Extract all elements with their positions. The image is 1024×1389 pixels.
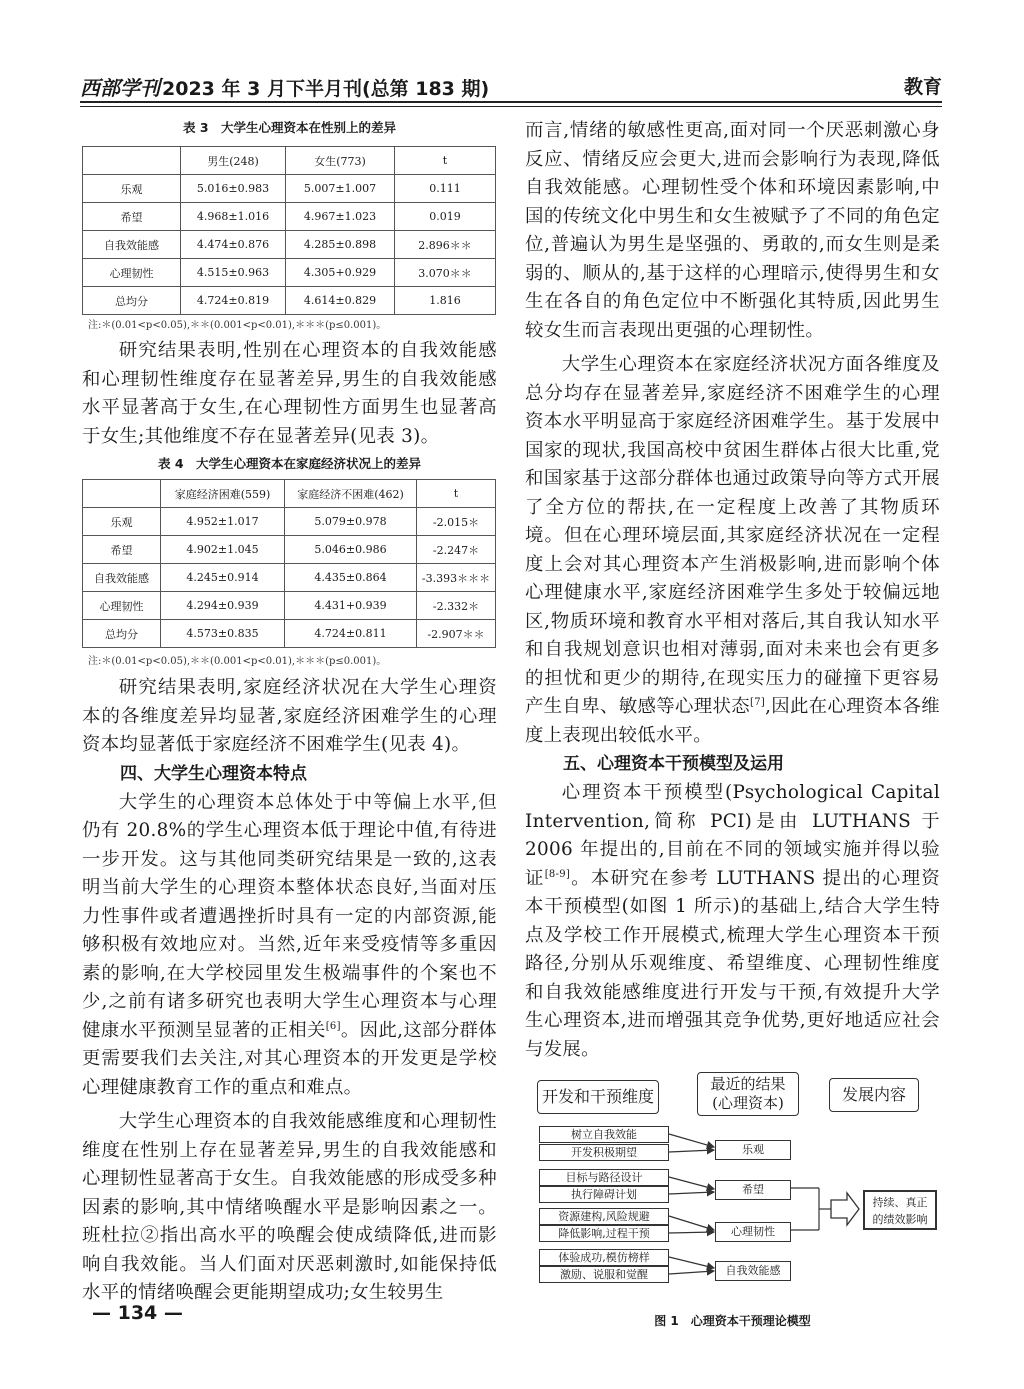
fig-result-line1: 持续、真正 — [872, 1196, 928, 1209]
table-row — [83, 287, 496, 315]
left-column — [82, 110, 497, 1308]
table-cell: 4.294±0.939 — [161, 592, 285, 620]
section4-heading: 四、大学生心理资本特点 — [120, 763, 307, 784]
arrow-line — [669, 1134, 714, 1147]
table4-note: 注:＊(0.01<p<0.05),＊＊(0.001<p<0.01),＊＊＊(p≤0.001)。 — [88, 656, 387, 667]
table-cell: 1.816 — [395, 287, 496, 315]
citation-ref: [6] — [325, 1020, 341, 1032]
paragraph-econ-result: 研究结果表明,家庭经济状况在大学生心理资本的各维度差异均显著,家庭经济困难学生的心理资本均显著低于家庭经济不困难学生(见表 4)。 — [82, 677, 497, 755]
arrow-line — [669, 1216, 714, 1230]
issue-label: 2023 年 3 月下半月刊(总第 183 期) — [162, 78, 490, 100]
table4-caption: 表 4 大学生心理资本在家庭经济状况上的差异 — [157, 456, 422, 471]
fig-item-box — [539, 1186, 669, 1203]
table-cell: 5.007±1.007 — [286, 175, 395, 203]
fig-outcome-box — [715, 1180, 791, 1200]
table-cell: 0.019 — [395, 203, 496, 231]
table-row — [83, 620, 496, 648]
fig-outcome-box — [715, 1222, 791, 1242]
fig-head-outcome-line1: 最近的结果 — [710, 1075, 786, 1093]
table-cell: 3.070＊＊ — [395, 259, 496, 287]
table-header-cell — [83, 480, 161, 508]
fig-outcome-text: 乐观 — [742, 1143, 764, 1156]
table-cell: 4.245±0.914 — [161, 564, 285, 592]
fig-item-text: 降低影响,过程干预 — [558, 1227, 650, 1240]
page-number: — 134 — — [92, 1302, 183, 1324]
table-cell: 4.573±0.835 — [161, 620, 285, 648]
fig-head-outcome — [697, 1072, 799, 1116]
fig-outcome-box — [715, 1261, 791, 1281]
table-cell: 4.724±0.811 — [285, 620, 417, 648]
table-cell: -2.332＊ — [417, 592, 496, 620]
table-row — [83, 508, 496, 536]
table-cell: 4.474±0.876 — [181, 231, 286, 259]
journal-logo: 西部学刊 — [80, 76, 160, 100]
table3-caption: 表 3 大学生心理资本在性别上的差异 — [182, 120, 397, 135]
table-cell: -2.907＊＊ — [417, 620, 496, 648]
table-cell: 总均分 — [83, 620, 161, 648]
table-header-cell — [83, 147, 181, 175]
table-cell: 自我效能感 — [83, 231, 181, 259]
table-cell: -2.247＊ — [417, 536, 496, 564]
arrow-line — [669, 1271, 714, 1274]
table-header-cell: 家庭经济困难(559) — [161, 480, 285, 508]
arrow-line — [669, 1150, 714, 1152]
table-cell: 希望 — [83, 203, 181, 231]
citation-ref: [8-9] — [544, 868, 571, 880]
table-cell: 总均分 — [83, 287, 181, 315]
arrow-line — [669, 1257, 714, 1268]
table-row — [83, 536, 496, 564]
table-cell: 5.079±0.978 — [285, 508, 417, 536]
table-cell: 4.967±1.023 — [286, 203, 395, 231]
header-rule-thin — [80, 106, 942, 107]
table-cell: 4.968±1.016 — [181, 203, 286, 231]
table-header-cell: t — [395, 147, 496, 175]
table-cell: 希望 — [83, 536, 161, 564]
table-cell: 4.435±0.864 — [285, 564, 417, 592]
table-header-cell: 男生(248) — [181, 147, 286, 175]
table-header-cell: 女生(773) — [286, 147, 395, 175]
section5-heading: 五、心理资本干预模型及运用 — [563, 754, 784, 774]
paragraph-r2-tail: ,因此在心理资本各维度上表现出较低水平。 — [525, 696, 940, 746]
fig-result-box — [863, 1190, 937, 1230]
fig-head-development — [829, 1078, 919, 1112]
paragraph-s4-1 — [82, 789, 497, 1103]
big-arrow-shape — [831, 1193, 859, 1225]
fig-item-box — [539, 1249, 669, 1266]
table-header-row — [83, 480, 496, 508]
table-row — [83, 259, 496, 287]
table-header-cell: 家庭经济不困难(462) — [285, 480, 417, 508]
table-cell: -2.015＊ — [417, 508, 496, 536]
fig-head-dimensions — [537, 1080, 659, 1114]
table3 — [82, 146, 496, 315]
paragraph-s4-1-text: 大学生的心理资本总体处于中等偏上水平,但仍有 20.8%的学生心理资本低于理论中值,有待进一步开发。这与其他同类研究结果是一致的,这表明当前大学生的心理资本整体状态良好,当面对压力性事件或者遭遇挫折时具有一定的内部资源,能够积极有效地应对。当然,近年来受疫情等多重因素的影响,在大学校园里发生极端事件的个案也不少,之前有诸多研究也表明大学生心理资本与心理健康水平预测呈显著的正相关 — [82, 791, 497, 1041]
fig-item-box — [539, 1225, 669, 1242]
table-cell: -3.393＊＊＊ — [417, 564, 496, 592]
table-row — [83, 564, 496, 592]
arrow-line — [669, 1192, 714, 1194]
table3-note: 注:＊(0.01<p<0.05),＊＊(0.001<p<0.01),＊＊＊(p≤0.001)。 — [88, 320, 387, 331]
fig-head-outcome-line2: (心理资本) — [712, 1094, 784, 1112]
fig-outcome-text: 自我效能感 — [725, 1264, 781, 1277]
table-cell: 5.016±0.983 — [181, 175, 286, 203]
paragraph-gender-result: 研究结果表明,性别在心理资本的自我效能感和心理韧性维度存在显著差异,男生的自我效能感水平显著高于女生,在心理韧性方面男生也显著高于女生;其他维度不存在显著差异(见表 3)。 — [82, 340, 497, 447]
table-row — [83, 231, 496, 259]
fig-item-text: 体验成功,模仿榜样 — [558, 1251, 650, 1264]
paragraph-r2-text: 大学生心理资本在家庭经济状况方面各维度及总分均存在显著差异,家庭经济不困难学生的心理资本水平明显高于家庭经济困难学生。基于发展中国家的现状,我国高校中贫困生群体占很大比重,党和国家基于这部分群体也通过政策导向等方式开展了全方位的帮扶,在一定程度上改善了其物质环境。但在心理环境层面,其家庭经济状况在一定程度上会对其心理资本产生消极影响,进而影响个体心理健康水平,家庭经济困难学生多处于较偏远地区,物质环境和教育水平相对落后,其自我认知水平和自我规划意识也相对薄弱,面对未来也会有更多的担忧和更少的期待,在现实压力的碰撞下更容易产生自卑、敏感等心理状态 — [525, 354, 940, 717]
fig-item-text: 目标与路径设计 — [565, 1171, 643, 1184]
figure1-caption: 图 1 心理资本干预理论模型 — [654, 1314, 811, 1328]
table-header-cell: t — [417, 480, 496, 508]
fig-item-text: 开发积极期望 — [571, 1146, 637, 1159]
table-cell: 心理韧性 — [83, 592, 161, 620]
table-row — [83, 175, 496, 203]
table-cell: 4.724±0.819 — [181, 287, 286, 315]
paragraph-r3-tail: 。本研究在参考 LUTHANS 提出的心理资本干预模型(如图 1 所示)的基础上,结合大学生特点及学校工作开展模式,梳理大学生心理资本干预路径,分别从乐观维度、希望维度、心理韧性维度和自我效能感维度进行开发与干预,有效提升大学生心理资本,进而增强其竞争优势,更好地适应社会与发展。 — [525, 867, 940, 1060]
arrow-line — [669, 1232, 714, 1233]
header-left — [80, 72, 489, 101]
paragraph-r3-text: 心理资本干预模型(Psychological Capital Intervention,简称 PCI)是由 LUTHANS 于 2006 年提出的,目前在不同的领域实施并得以验证 — [525, 782, 940, 889]
paragraph-r2 — [525, 351, 940, 750]
table-cell: 乐观 — [83, 508, 161, 536]
fig-item-box — [539, 1266, 669, 1283]
table-cell: 4.614±0.829 — [286, 287, 395, 315]
table-header-row — [83, 147, 496, 175]
fig-item-box — [539, 1126, 669, 1143]
paragraph-s4-1-tail: 。因此,这部分群体更需要我们去关注,对其心理资本的开发更是学校心理健康教育工作的重点和难点。 — [82, 1019, 498, 1098]
citation-ref: [7] — [750, 696, 766, 708]
fig-head-development-text: 发展内容 — [841, 1085, 906, 1104]
table-cell: 4.515±0.963 — [181, 259, 286, 287]
table-cell: 2.896＊＊ — [395, 231, 496, 259]
arrow-line — [669, 1177, 714, 1189]
figure1-diagram — [529, 1072, 939, 1312]
fig-outcome-box — [715, 1140, 791, 1160]
table-cell: 4.902±1.045 — [161, 536, 285, 564]
table4 — [82, 479, 496, 648]
table-cell: 自我效能感 — [83, 564, 161, 592]
fig-item-box — [539, 1208, 669, 1225]
fig-item-box — [539, 1169, 669, 1186]
paragraph-r1: 而言,情绪的敏感性更高,面对同一个厌恶刺激心身反应、情绪反应会更大,进而会影响行为表现,降低自我效能感。心理韧性受个体和环境因素影响,中国的传统文化中男生和女生被赋予了不同的角色定位,普遍认为男生是坚强的、勇敢的,而女生则是柔弱的、顺从的,基于这样的心理暗示,使得男生和女生在各自的角色定位中不断强化其特质,因此男生较女生而言表现出更强的心理韧性。 — [525, 120, 940, 341]
fig-result-line2: 的绩效影响 — [872, 1213, 928, 1226]
table-cell: 4.431+0.939 — [285, 592, 417, 620]
table-cell: 0.111 — [395, 175, 496, 203]
table-cell: 4.952±1.017 — [161, 508, 285, 536]
table-cell: 乐观 — [83, 175, 181, 203]
fig-head-dimensions-text: 开发和干预维度 — [541, 1087, 654, 1106]
fig-item-text: 树立自我效能 — [571, 1128, 637, 1141]
fig-item-box — [539, 1144, 669, 1161]
fig-item-text: 激励、说服和觉醒 — [560, 1268, 648, 1281]
running-header — [80, 70, 942, 100]
table-cell: 4.305+0.929 — [286, 259, 395, 287]
table-cell: 4.285±0.898 — [286, 231, 395, 259]
header-rule-thick — [80, 101, 942, 103]
fig-item-text: 执行障碍计划 — [571, 1188, 637, 1201]
paragraph-r3 — [525, 779, 940, 1064]
fig-item-text: 资源建构,风险规避 — [558, 1210, 650, 1223]
right-column — [525, 117, 940, 1329]
fig-outcome-text: 心理韧性 — [731, 1225, 775, 1238]
paragraph-s4-2: 大学生心理资本的自我效能感维度和心理韧性维度在性别上存在显著差异,男生的自我效能感和心理韧性显著高于女生。自我效能感的形成受多种因素的影响,其中情绪唤醒水平是影响因素之一。班杜拉②指出高水平的唤醒会使成绩降低,进而影响自我效能。当人们面对厌恶刺激时,如能保持低水平的情绪唤醒会更能期望成功;女生较男生 — [82, 1111, 497, 1303]
table-cell: 5.046±0.986 — [285, 536, 417, 564]
fig-outcome-text: 希望 — [742, 1183, 764, 1196]
table-row — [83, 203, 496, 231]
table-row — [83, 592, 496, 620]
section-label: 教育 — [903, 76, 942, 98]
table-cell: 心理韧性 — [83, 259, 181, 287]
